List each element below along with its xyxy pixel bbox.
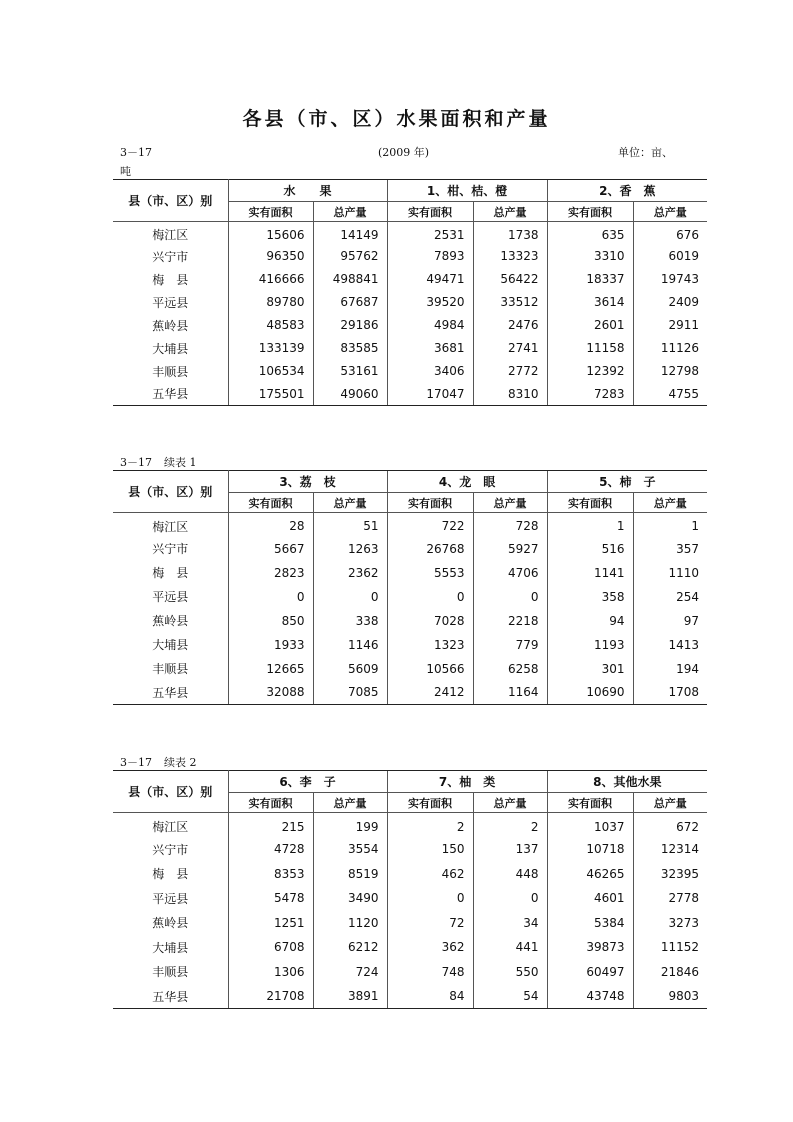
output-value: 1263 bbox=[313, 537, 387, 561]
output-value: 2911 bbox=[633, 314, 707, 337]
table-row bbox=[113, 360, 707, 383]
region-name: 兴宁市 bbox=[113, 537, 228, 561]
area-value: 1306 bbox=[228, 960, 313, 985]
table-row bbox=[113, 291, 707, 314]
fruit-table-main bbox=[113, 179, 707, 406]
table-code: 3－17 bbox=[120, 146, 152, 159]
table-row bbox=[113, 837, 707, 862]
area-value: 5553 bbox=[387, 561, 473, 585]
output-value: 19743 bbox=[633, 268, 707, 291]
area-value: 17047 bbox=[387, 383, 473, 406]
region-name: 梅江区 bbox=[113, 222, 228, 245]
output-header: 总产量 bbox=[633, 793, 707, 813]
group-header: 2、香 蕉 bbox=[547, 180, 707, 202]
table-row bbox=[113, 513, 707, 537]
table-row bbox=[113, 984, 707, 1009]
output-value: 5609 bbox=[313, 657, 387, 681]
output-value: 95762 bbox=[313, 245, 387, 268]
unit-label-continued: 吨 bbox=[120, 165, 131, 178]
region-name: 大埔县 bbox=[113, 633, 228, 657]
area-header: 实有面积 bbox=[228, 493, 313, 513]
output-value: 12798 bbox=[633, 360, 707, 383]
fruit-table-continued-2 bbox=[113, 770, 707, 1009]
output-value: 6258 bbox=[473, 657, 547, 681]
output-value: 2772 bbox=[473, 360, 547, 383]
region-name: 蕉岭县 bbox=[113, 609, 228, 633]
table-row bbox=[113, 609, 707, 633]
area-value: 96350 bbox=[228, 245, 313, 268]
output-value: 728 bbox=[473, 513, 547, 537]
region-name: 梅江区 bbox=[113, 813, 228, 838]
group-header: 1、柑、桔、橙 bbox=[387, 180, 547, 202]
group-header: 6、李 子 bbox=[228, 771, 387, 793]
group-header: 4、龙 眼 bbox=[387, 471, 547, 493]
output-value: 21846 bbox=[633, 960, 707, 985]
output-value: 5927 bbox=[473, 537, 547, 561]
area-value: 5384 bbox=[547, 911, 633, 936]
output-value: 1708 bbox=[633, 681, 707, 705]
output-value: 724 bbox=[313, 960, 387, 985]
continued-label-code: 3－17 bbox=[120, 756, 152, 769]
area-value: 10690 bbox=[547, 681, 633, 705]
output-value: 2 bbox=[473, 813, 547, 838]
output-value: 672 bbox=[633, 813, 707, 838]
continued-label-text: 续表 1 bbox=[164, 456, 197, 469]
group-header: 水 果 bbox=[228, 180, 387, 202]
area-value: 11158 bbox=[547, 337, 633, 360]
output-value: 254 bbox=[633, 585, 707, 609]
area-value: 84 bbox=[387, 984, 473, 1009]
area-value: 1193 bbox=[547, 633, 633, 657]
output-value: 54 bbox=[473, 984, 547, 1009]
output-header: 总产量 bbox=[473, 493, 547, 513]
area-value: 635 bbox=[547, 222, 633, 245]
output-value: 2778 bbox=[633, 886, 707, 911]
area-value: 4728 bbox=[228, 837, 313, 862]
area-header: 实有面积 bbox=[547, 202, 633, 222]
area-value: 3310 bbox=[547, 245, 633, 268]
area-value: 3406 bbox=[387, 360, 473, 383]
region-name: 五华县 bbox=[113, 383, 228, 406]
area-value: 12392 bbox=[547, 360, 633, 383]
area-value: 362 bbox=[387, 935, 473, 960]
unit-label: 单位：亩、 bbox=[618, 146, 673, 159]
output-value: 49060 bbox=[313, 383, 387, 406]
table-row bbox=[113, 268, 707, 291]
group-header: 5、柿 子 bbox=[547, 471, 707, 493]
output-header: 总产量 bbox=[633, 493, 707, 513]
region-column-header: 县（市、区）别 bbox=[113, 471, 228, 513]
output-value: 0 bbox=[473, 585, 547, 609]
area-value: 215 bbox=[228, 813, 313, 838]
output-value: 2741 bbox=[473, 337, 547, 360]
table-row bbox=[113, 245, 707, 268]
area-header: 实有面积 bbox=[387, 493, 473, 513]
output-header: 总产量 bbox=[313, 493, 387, 513]
output-value: 3273 bbox=[633, 911, 707, 936]
output-value: 13323 bbox=[473, 245, 547, 268]
table-row bbox=[113, 337, 707, 360]
output-value: 29186 bbox=[313, 314, 387, 337]
area-value: 1037 bbox=[547, 813, 633, 838]
output-value: 8310 bbox=[473, 383, 547, 406]
region-name: 蕉岭县 bbox=[113, 314, 228, 337]
output-value: 2218 bbox=[473, 609, 547, 633]
output-value: 9803 bbox=[633, 984, 707, 1009]
table-row bbox=[113, 911, 707, 936]
table-row bbox=[113, 222, 707, 245]
area-value: 18337 bbox=[547, 268, 633, 291]
area-value: 516 bbox=[547, 537, 633, 561]
output-value: 199 bbox=[313, 813, 387, 838]
area-value: 722 bbox=[387, 513, 473, 537]
output-value: 2409 bbox=[633, 291, 707, 314]
area-header: 实有面积 bbox=[228, 793, 313, 813]
table-row bbox=[113, 633, 707, 657]
area-value: 21708 bbox=[228, 984, 313, 1009]
output-value: 1164 bbox=[473, 681, 547, 705]
area-value: 32088 bbox=[228, 681, 313, 705]
region-column-header: 县（市、区）别 bbox=[113, 771, 228, 813]
region-column-header: 县（市、区）别 bbox=[113, 180, 228, 222]
area-header: 实有面积 bbox=[387, 202, 473, 222]
table-row bbox=[113, 862, 707, 887]
page-title: 各县（市、区）水果面积和产量 bbox=[242, 108, 551, 130]
region-name: 梅 县 bbox=[113, 268, 228, 291]
area-value: 60497 bbox=[547, 960, 633, 985]
area-value: 7283 bbox=[547, 383, 633, 406]
output-value: 1146 bbox=[313, 633, 387, 657]
area-value: 5478 bbox=[228, 886, 313, 911]
region-name: 大埔县 bbox=[113, 935, 228, 960]
table-row bbox=[113, 383, 707, 406]
area-header: 实有面积 bbox=[228, 202, 313, 222]
output-header: 总产量 bbox=[633, 202, 707, 222]
area-value: 89780 bbox=[228, 291, 313, 314]
output-value: 3490 bbox=[313, 886, 387, 911]
output-value: 3891 bbox=[313, 984, 387, 1009]
region-name: 五华县 bbox=[113, 681, 228, 705]
area-value: 4984 bbox=[387, 314, 473, 337]
output-value: 83585 bbox=[313, 337, 387, 360]
area-value: 72 bbox=[387, 911, 473, 936]
area-value: 4601 bbox=[547, 886, 633, 911]
table-row bbox=[113, 886, 707, 911]
area-value: 6708 bbox=[228, 935, 313, 960]
area-value: 39873 bbox=[547, 935, 633, 960]
continued-label-code: 3－17 bbox=[120, 456, 152, 469]
group-header: 7、柚 类 bbox=[387, 771, 547, 793]
output-header: 总产量 bbox=[473, 202, 547, 222]
region-name: 梅江区 bbox=[113, 513, 228, 537]
output-value: 3554 bbox=[313, 837, 387, 862]
area-value: 2601 bbox=[547, 314, 633, 337]
output-value: 441 bbox=[473, 935, 547, 960]
area-value: 462 bbox=[387, 862, 473, 887]
output-value: 12314 bbox=[633, 837, 707, 862]
table-row bbox=[113, 681, 707, 705]
area-value: 49471 bbox=[387, 268, 473, 291]
table-row bbox=[113, 813, 707, 838]
output-value: 11152 bbox=[633, 935, 707, 960]
output-header: 总产量 bbox=[313, 202, 387, 222]
area-value: 10566 bbox=[387, 657, 473, 681]
area-value: 2823 bbox=[228, 561, 313, 585]
area-value: 12665 bbox=[228, 657, 313, 681]
area-value: 0 bbox=[228, 585, 313, 609]
output-value: 2476 bbox=[473, 314, 547, 337]
area-value: 301 bbox=[547, 657, 633, 681]
region-name: 蕉岭县 bbox=[113, 911, 228, 936]
output-header: 总产量 bbox=[473, 793, 547, 813]
region-name: 平远县 bbox=[113, 585, 228, 609]
output-value: 0 bbox=[313, 585, 387, 609]
output-value: 1120 bbox=[313, 911, 387, 936]
area-value: 5667 bbox=[228, 537, 313, 561]
output-value: 779 bbox=[473, 633, 547, 657]
area-value: 28 bbox=[228, 513, 313, 537]
output-value: 448 bbox=[473, 862, 547, 887]
area-value: 133139 bbox=[228, 337, 313, 360]
region-name: 平远县 bbox=[113, 291, 228, 314]
area-value: 2531 bbox=[387, 222, 473, 245]
output-value: 97 bbox=[633, 609, 707, 633]
output-value: 32395 bbox=[633, 862, 707, 887]
area-value: 1 bbox=[547, 513, 633, 537]
output-value: 4706 bbox=[473, 561, 547, 585]
continued-label-1 bbox=[120, 454, 197, 470]
area-value: 26768 bbox=[387, 537, 473, 561]
area-value: 48583 bbox=[228, 314, 313, 337]
region-name: 兴宁市 bbox=[113, 245, 228, 268]
area-value: 46265 bbox=[547, 862, 633, 887]
area-value: 1933 bbox=[228, 633, 313, 657]
fruit-table-continued-1 bbox=[113, 470, 707, 705]
table-row bbox=[113, 657, 707, 681]
area-value: 748 bbox=[387, 960, 473, 985]
region-name: 丰顺县 bbox=[113, 657, 228, 681]
region-name: 平远县 bbox=[113, 886, 228, 911]
area-value: 416666 bbox=[228, 268, 313, 291]
region-name: 兴宁市 bbox=[113, 837, 228, 862]
output-value: 2362 bbox=[313, 561, 387, 585]
output-value: 1738 bbox=[473, 222, 547, 245]
area-value: 2 bbox=[387, 813, 473, 838]
region-name: 五华县 bbox=[113, 984, 228, 1009]
table-row bbox=[113, 585, 707, 609]
area-value: 850 bbox=[228, 609, 313, 633]
region-name: 大埔县 bbox=[113, 337, 228, 360]
table-year: (2009 年) bbox=[378, 146, 430, 159]
output-value: 7085 bbox=[313, 681, 387, 705]
output-value: 33512 bbox=[473, 291, 547, 314]
area-value: 39520 bbox=[387, 291, 473, 314]
area-header: 实有面积 bbox=[387, 793, 473, 813]
region-name: 丰顺县 bbox=[113, 360, 228, 383]
output-value: 676 bbox=[633, 222, 707, 245]
area-value: 358 bbox=[547, 585, 633, 609]
area-value: 1141 bbox=[547, 561, 633, 585]
region-name: 丰顺县 bbox=[113, 960, 228, 985]
output-value: 8519 bbox=[313, 862, 387, 887]
output-value: 53161 bbox=[313, 360, 387, 383]
area-value: 1251 bbox=[228, 911, 313, 936]
area-value: 3614 bbox=[547, 291, 633, 314]
area-value: 10718 bbox=[547, 837, 633, 862]
output-value: 6212 bbox=[313, 935, 387, 960]
continued-label-text: 续表 2 bbox=[164, 756, 197, 769]
output-value: 194 bbox=[633, 657, 707, 681]
area-value: 0 bbox=[387, 886, 473, 911]
output-value: 137 bbox=[473, 837, 547, 862]
area-value: 150 bbox=[387, 837, 473, 862]
area-value: 106534 bbox=[228, 360, 313, 383]
area-value: 94 bbox=[547, 609, 633, 633]
area-value: 2412 bbox=[387, 681, 473, 705]
output-value: 14149 bbox=[313, 222, 387, 245]
table-row bbox=[113, 561, 707, 585]
group-header: 8、其他水果 bbox=[547, 771, 707, 793]
area-header: 实有面积 bbox=[547, 493, 633, 513]
area-value: 175501 bbox=[228, 383, 313, 406]
output-value: 1 bbox=[633, 513, 707, 537]
area-value: 15606 bbox=[228, 222, 313, 245]
area-value: 0 bbox=[387, 585, 473, 609]
area-value: 3681 bbox=[387, 337, 473, 360]
output-value: 498841 bbox=[313, 268, 387, 291]
table-row bbox=[113, 960, 707, 985]
output-value: 0 bbox=[473, 886, 547, 911]
output-value: 34 bbox=[473, 911, 547, 936]
output-value: 1413 bbox=[633, 633, 707, 657]
output-value: 67687 bbox=[313, 291, 387, 314]
output-value: 4755 bbox=[633, 383, 707, 406]
output-value: 6019 bbox=[633, 245, 707, 268]
output-value: 51 bbox=[313, 513, 387, 537]
area-value: 43748 bbox=[547, 984, 633, 1009]
output-value: 1110 bbox=[633, 561, 707, 585]
output-value: 338 bbox=[313, 609, 387, 633]
region-name: 梅 县 bbox=[113, 561, 228, 585]
area-value: 7028 bbox=[387, 609, 473, 633]
table-row bbox=[113, 935, 707, 960]
output-value: 56422 bbox=[473, 268, 547, 291]
group-header: 3、荔 枝 bbox=[228, 471, 387, 493]
region-name: 梅 县 bbox=[113, 862, 228, 887]
area-value: 1323 bbox=[387, 633, 473, 657]
output-value: 11126 bbox=[633, 337, 707, 360]
area-value: 8353 bbox=[228, 862, 313, 887]
continued-label-2 bbox=[120, 754, 197, 770]
table-row bbox=[113, 314, 707, 337]
output-header: 总产量 bbox=[313, 793, 387, 813]
output-value: 357 bbox=[633, 537, 707, 561]
table-row bbox=[113, 537, 707, 561]
area-value: 7893 bbox=[387, 245, 473, 268]
area-header: 实有面积 bbox=[547, 793, 633, 813]
output-value: 550 bbox=[473, 960, 547, 985]
